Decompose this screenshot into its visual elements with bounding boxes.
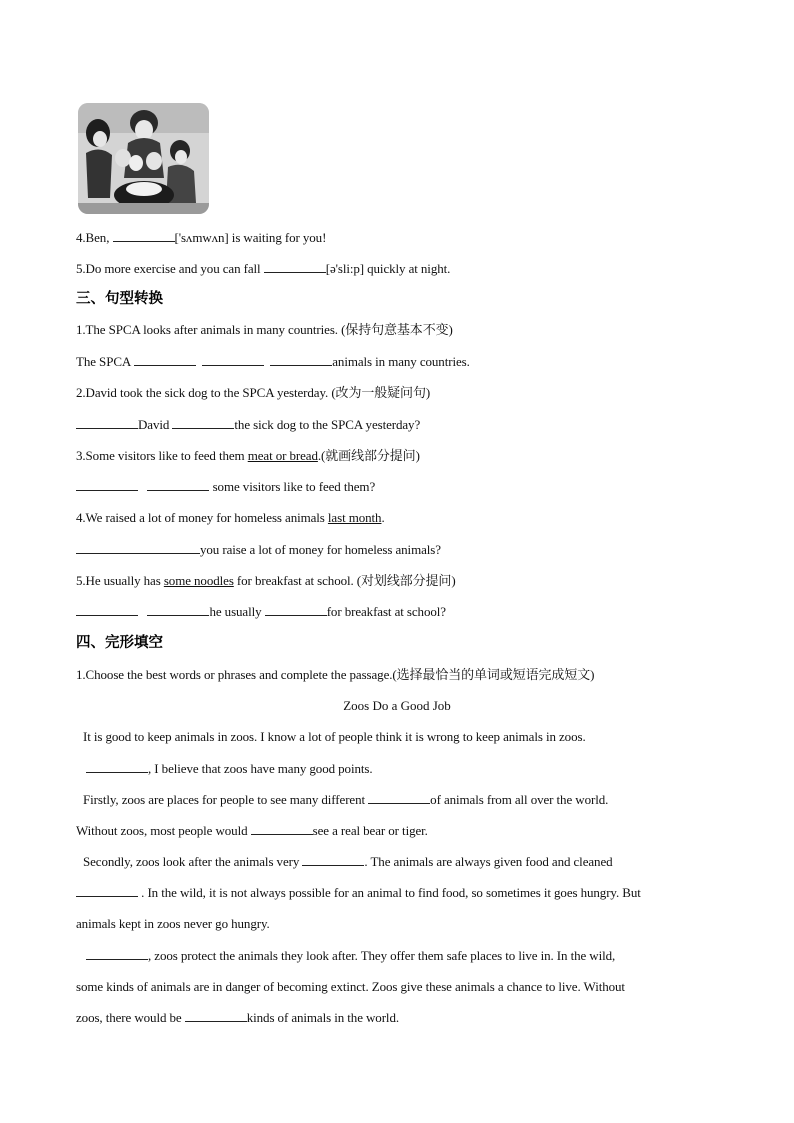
answer-blank[interactable]: [76, 603, 138, 616]
underlined-phrase: last month: [327, 510, 382, 525]
part3-answer-4: [76, 541, 734, 558]
question-text: 3.Some visitors like to feed them: [76, 448, 248, 463]
passage-text: kinds of animals in the world.: [246, 1010, 399, 1025]
answer-blank[interactable]: [76, 884, 138, 897]
answer-blank[interactable]: [264, 260, 326, 273]
answer-blank[interactable]: [185, 1009, 247, 1022]
passage-text: Without zoos, most people would: [76, 823, 251, 838]
answer-text: you raise a lot of money for homeless animals?: [200, 542, 441, 557]
answer-blank[interactable]: [113, 229, 175, 242]
passage-line: [83, 791, 734, 808]
answer-blank[interactable]: [172, 416, 234, 429]
answer-blank[interactable]: [368, 791, 430, 804]
passage-text: Secondly, zoos look after the animals very: [83, 854, 303, 869]
answer-blank[interactable]: [86, 760, 148, 773]
answer-blank[interactable]: [76, 416, 138, 429]
answer-text: some visitors like to feed them?: [209, 479, 376, 494]
question-text: ['sʌmwʌn] is waiting for you!: [174, 230, 327, 245]
passage-line: animals kept in zoos never go hungry.: [76, 916, 270, 931]
answer-text: The SPCA: [76, 354, 134, 369]
question-text: [ə'sli:p] quickly at night.: [325, 261, 451, 276]
answer-blank[interactable]: [86, 947, 148, 960]
family-gathering-icon: [78, 103, 209, 214]
part3-question-1: 1.The SPCA looks after animals in many countries. (保持句意基本不变): [76, 322, 453, 337]
answer-blank[interactable]: [147, 478, 209, 491]
passage-line: [86, 760, 734, 777]
answer-blank[interactable]: [251, 822, 313, 835]
passage-text: of animals from all over the world.: [430, 792, 609, 807]
passage-line: some kinds of animals are in danger of becoming extinct. Zoos give these animals a chance to live. Without: [76, 979, 625, 994]
underlined-phrase: some noodles: [163, 573, 234, 588]
passage-text: , I believe that zoos have many good points.: [148, 761, 373, 776]
answer-blank[interactable]: [265, 603, 327, 616]
question-text: for breakfast at school. (对划线部分提问): [233, 573, 456, 588]
part3-question-4: [76, 509, 734, 526]
question-text: .(就画线部分提问): [317, 448, 420, 463]
answer-blank[interactable]: [302, 853, 364, 866]
part3-answer-3: [76, 478, 734, 495]
part3-question-2: 2.David took the sick dog to the SPCA yesterday. (改为一般疑问句): [76, 385, 431, 400]
part2-question-5: [76, 260, 734, 277]
passage-text: see a real bear or tiger.: [312, 823, 428, 838]
question-text: 5.He usually has: [76, 573, 164, 588]
part3-question-3: [76, 447, 734, 464]
answer-text: he usually: [209, 604, 265, 619]
part3-answer-2: [76, 416, 734, 433]
answer-text: David: [138, 417, 173, 432]
passage-text: Firstly, zoos are places for people to see many different: [83, 792, 369, 807]
question-text: 4.We raised a lot of money for homeless animals: [76, 510, 328, 525]
question-text: 4.Ben,: [76, 230, 113, 245]
passage-line: [76, 1009, 734, 1026]
answer-blank[interactable]: [270, 353, 332, 366]
passage-text: . The animals are always given food and cleaned: [364, 854, 613, 869]
part3-answer-1: [76, 353, 734, 370]
answer-blank[interactable]: [76, 541, 200, 554]
answer-text: the sick dog to the SPCA yesterday?: [234, 417, 421, 432]
passage-title: Zoos Do a Good Job: [343, 698, 451, 713]
answer-blank[interactable]: [76, 478, 138, 491]
section-heading-part4: 四、完形填空: [76, 635, 163, 651]
answer-blank[interactable]: [147, 603, 209, 616]
cloze-instruction: 1.Choose the best words or phrases and complete the passage.(选择最恰当的单词或短语完成短文): [76, 667, 595, 682]
passage-line: It is good to keep animals in zoos. I know a lot of people think it is wrong to keep animals in zoos.: [83, 729, 586, 744]
question-text: .: [381, 510, 385, 525]
part3-answer-5: [76, 603, 734, 620]
part3-question-5: [76, 572, 734, 589]
passage-line: [76, 884, 734, 901]
family-gathering-picture: [78, 103, 209, 214]
answer-text: for breakfast at school?: [326, 604, 446, 619]
passage-text: , zoos protect the animals they look after. They offer them safe places to live in. In the wild,: [148, 948, 616, 963]
passage-line: [76, 822, 734, 839]
answer-text: animals in many countries.: [332, 354, 470, 369]
part2-question-4: [76, 229, 734, 246]
passage-line: [83, 853, 734, 870]
answer-blank[interactable]: [134, 353, 196, 366]
underlined-phrase: meat or bread: [247, 448, 318, 463]
question-text: 5.Do more exercise and you can fall: [76, 261, 264, 276]
passage-text: . In the wild, it is not always possible for an animal to find food, so sometimes it goes hungry. But: [138, 885, 641, 900]
answer-blank[interactable]: [202, 353, 264, 366]
passage-text: zoos, there would be: [76, 1010, 185, 1025]
passage-line: [86, 947, 734, 964]
section-heading-part3: 三、句型转换: [76, 291, 163, 307]
